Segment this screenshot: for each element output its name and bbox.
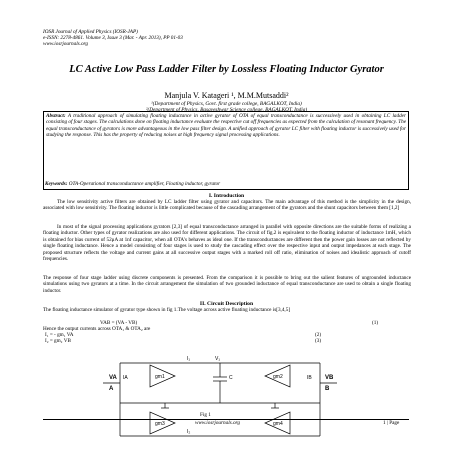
paper-title: LC Active Low Pass Ladder Filter by Lossless Floating Inductor Gyrator xyxy=(69,64,384,75)
abstract xyxy=(46,113,406,139)
label-gm4: gm4 xyxy=(273,421,283,427)
equation-2-number: (2) xyxy=(315,332,322,338)
equation-1-number: (1) xyxy=(372,320,379,326)
journal-header xyxy=(43,29,183,48)
affiliation-1: ¹(Department of Physics, Govt. first grade college, BAGALKOT, India) xyxy=(151,101,302,107)
journal-name: IOSR Journal of Applied Physics (IOSR-JAP) xyxy=(43,29,138,35)
keywords xyxy=(45,181,220,187)
intro-paragraph-2: In most of the signal processing applications gyrators [2,3] of equal transconductance arranged in parallel with opposite directions are the suitable forms of realizing a floating inductor. Other types of gyrator realizations are also used for different applications. The circuit of fig.2 is equivalent to the floating inductor of inductance 1mH, which is obtained for bias current of 52μA at 1nf capacitor, when all OTA's behaves as ideal one. If the transconductances are different then the power gain losses are not reflected by single floating inductance. Hence a model consisting of four stages is used to study the cascading effect over the respective input and output impedances at each stage. The proposed structure reflects the voltage and current gains at all successive output stages with a marked roll off ratio, elimination of noises and idealistic approach of cutoff frequencies. xyxy=(43,224,411,263)
equation-1: VAB = (VA - VB) xyxy=(100,320,138,326)
label-capacitor: C xyxy=(229,375,233,381)
label-gm2: gm2 xyxy=(273,374,283,380)
abstract-box xyxy=(43,111,409,190)
keywords-label: Keywords: xyxy=(45,181,68,187)
journal-issn: e-ISSN: 2278-4861. Volume 3, Issue 3 (Mar. - Apr. 2013), PP 01-03 xyxy=(43,35,183,42)
circuit-paragraph-1: The floating inductance simulator of gyrator type shown in fig 1.The voltage across active floating inductance is[3,4,5] xyxy=(43,307,291,313)
label-vb: VB xyxy=(325,375,334,381)
section-heading-circuit: II. Circuit Description xyxy=(199,301,254,307)
label-i2: I₂ xyxy=(187,429,191,435)
paper-authors: Manjula V. Katageri ¹, M.M.Mutsaddi² xyxy=(164,91,289,100)
label-gm1: gm1 xyxy=(155,374,165,380)
currents-intro: Hence the output currents across OTA₁ & OTA₂ are xyxy=(43,326,151,332)
footer-page-number: 1 | Page xyxy=(383,420,400,426)
footer-url[interactable]: www.iosrjournals.org xyxy=(195,420,240,426)
abstract-label: Abstract: xyxy=(46,113,66,119)
label-gm3: gm3 xyxy=(155,421,165,427)
label-node-b: B xyxy=(325,386,330,392)
label-v1: V₁ xyxy=(215,356,221,362)
circuit-figure xyxy=(95,341,345,456)
keywords-text: OTA-Operational transconductance amplifier, Floating inductor, gyrator xyxy=(68,181,221,187)
label-i1: I₁ xyxy=(187,356,191,362)
label-ib: IB xyxy=(307,375,312,381)
label-node-a: A xyxy=(109,386,114,392)
affiliation-2: ²(Department of Physics, Basaveshwar Science college, BAGALKOT, India) xyxy=(145,107,308,113)
section-heading-introduction: I. Introduction xyxy=(208,193,245,199)
equation-3: I₂ = gm₂ VB xyxy=(45,338,71,344)
intro-paragraph-3: The response of four stage ladder using discrete components is presented. From the comparison it is possible to bring out the salient features of ungrounded inductance simulations using two gyrators at a time. In the circuit arrangement the simulation of two grounded inductance of equal transconductance are used to obtain a single floating inductor. xyxy=(43,275,411,294)
equation-3-number: (3) xyxy=(315,338,322,344)
journal-url: www.iosrjournals.org xyxy=(43,41,88,48)
label-va: VA xyxy=(109,375,117,381)
figure-caption: Fig 1 xyxy=(200,412,211,418)
equation-2: I₁ = - gm₁ VA xyxy=(45,332,74,338)
intro-paragraph-1: The low sensitivity active filters are obtained by LC ladder filter using gyrator and capacitors. The main advantage of this method is the simplicity in the design, associated with low sensitivity. The floating inductor is little complicated because of the cascading arrangement of the gyrators and the shunt capacitors between them [1,2] xyxy=(43,199,411,212)
label-ia: IA xyxy=(123,375,128,381)
abstract-text: A traditional approach of simulating floating inductance in active gyrator of OTA of equal transconductance is successively used in obtaining LC ladder consisting of four stages. The calculations done on floating inductance evaluate the respective cut off frequencies as expected from the calculation of resonant frequency. The equal transconductance of gyrators is more advantageous in the low pass filter design. A unified approach of gyrator LC filter with floating inductor is successively used for studying the response. This has the property of reducing noises at high frequency signal processing applications. xyxy=(46,113,407,139)
